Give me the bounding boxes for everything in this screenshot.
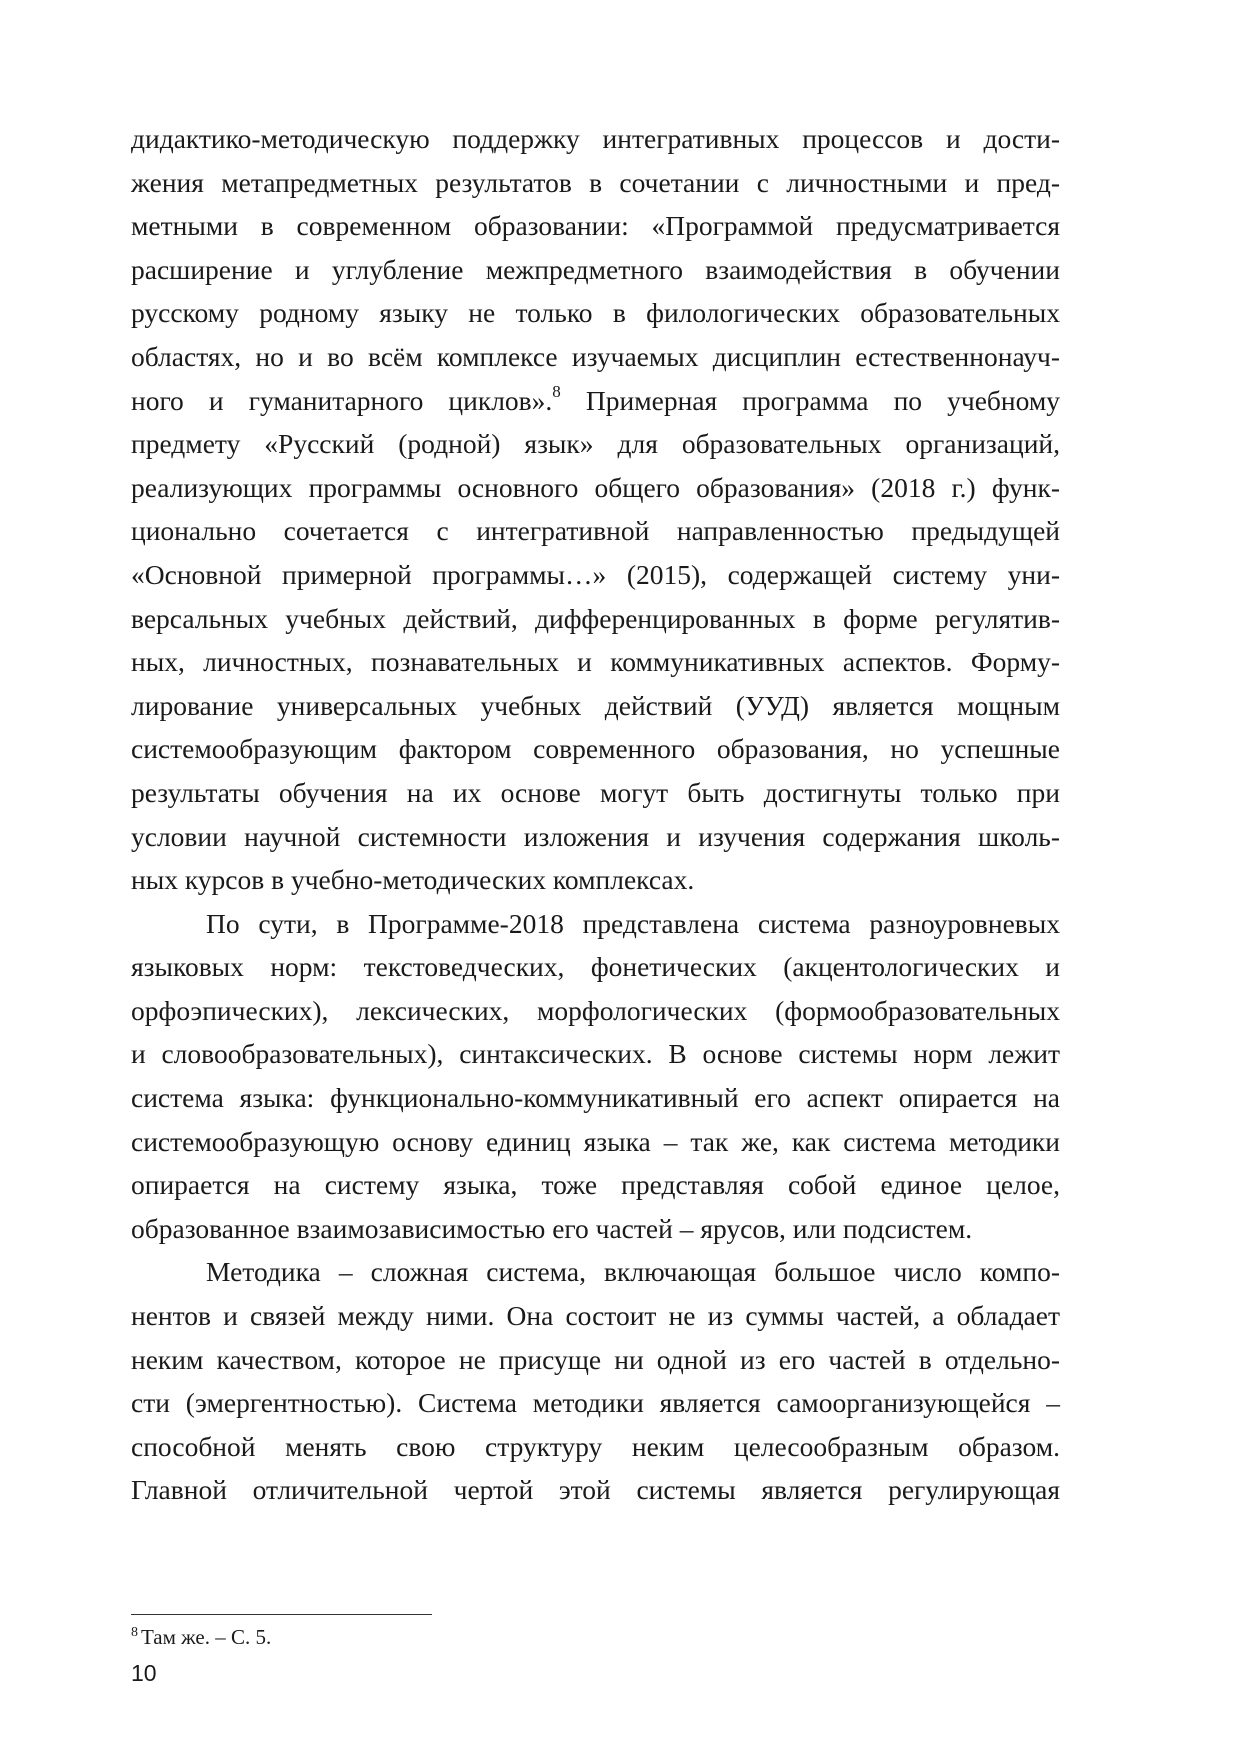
text-line: лирование универсальных учебных действий (УУД) является мощным [131, 689, 1060, 721]
text-line: опирается на систему языка, тоже представляя собой единое целое, [131, 1169, 1060, 1201]
text-line: «Основной примерной программы…» (2015), содержащей систему уни- [131, 558, 1060, 590]
text-line: и словообразовательных), синтаксических. В основе системы норм лежит [131, 1038, 1060, 1070]
text-line: предмету «Русский (родной) язык» для образовательных организаций, [131, 428, 1060, 460]
footnote-separator [131, 1614, 432, 1615]
text-line: неким качеством, которое не присуще ни одной из его частей в отдельно- [131, 1343, 1060, 1375]
text-line: системообразующим фактором современного образования, но успешные [131, 733, 1060, 765]
footnote [131, 1623, 271, 1651]
footnote-reference[interactable]: 8 [552, 382, 561, 402]
footnote-number: 8 [131, 1625, 138, 1640]
text-line: языковых норм: текстоведческих, фонетических (акцентологических и [131, 951, 1060, 983]
text-line: нентов и связей между ними. Она состоит не из суммы частей, а обладает [131, 1300, 1060, 1332]
paragraph-1 [131, 117, 1060, 902]
text-line: система языка: функционально-коммуникативный его аспект опирается на [131, 1082, 1060, 1114]
text-line: расширение и углубление межпредметного взаимодействия в обучении [131, 253, 1060, 285]
text-line: способной менять свою структуру неким целесообразным образом. [131, 1430, 1060, 1462]
body-text [131, 117, 1060, 1512]
text-line: областях, но и во всём комплексе изучаемых дисциплин естественнонауч- [131, 340, 1060, 372]
text-line: условии научной системности изложения и изучения содержания школь- [131, 820, 1060, 852]
text-line: Главной отличительной чертой этой системы является регулирующая [131, 1474, 1060, 1506]
text-line: русскому родному языку не только в филологических образовательных [131, 297, 1060, 329]
text-line: ционально сочетается с интегративной направленностью предыдущей [131, 515, 1060, 547]
text-line: жения метапредметных результатов в сочетании с личностными и пред- [131, 166, 1060, 198]
text-line: Методика – сложная система, включающая большое число компо- [206, 1256, 1060, 1288]
text-line: ных курсов в учебно-методических комплексах. [131, 864, 695, 896]
text-line: сти (эмергентностью). Система методики является самоорганизующейся – [131, 1387, 1060, 1419]
text-line: ных, личностных, познавательных и коммуникативных аспектов. Форму- [131, 646, 1060, 678]
paragraph-2 [131, 902, 1060, 1251]
text-line: системообразующую основу единиц языка – так же, как система методики [131, 1125, 1060, 1157]
text-line: метными в современном образовании: «Программой предусматривается [131, 210, 1060, 242]
text-line: образованное взаимозависимостью его частей – ярусов, или подсистем. [131, 1212, 973, 1244]
paragraph-3 [131, 1250, 1060, 1512]
text-line: версальных учебных действий, дифференцированных в форме регулятив- [131, 602, 1060, 634]
text-segment: Примерная программа по учебному [560, 384, 1060, 416]
text-segment: ного и гуманитарного циклов». [131, 384, 553, 416]
text-line: дидактико-методическую поддержку интегративных процессов и дости- [131, 123, 1060, 154]
text-line-with-footnote-ref [131, 379, 1060, 423]
text-line: орфоэпических), лексических, морфологических (формообразовательных [131, 994, 1060, 1026]
text-line: По сути, в Программе-2018 представлена система разноуровневых [206, 907, 1060, 939]
text-line: результаты обучения на их основе могут быть достигнуты только при [131, 776, 1060, 808]
footnote-text: Там же. – С. 5. [141, 1625, 272, 1649]
text-line: реализующих программы основного общего образования» (2018 г.) функ- [131, 471, 1060, 503]
page-number: 10 [131, 1660, 157, 1686]
